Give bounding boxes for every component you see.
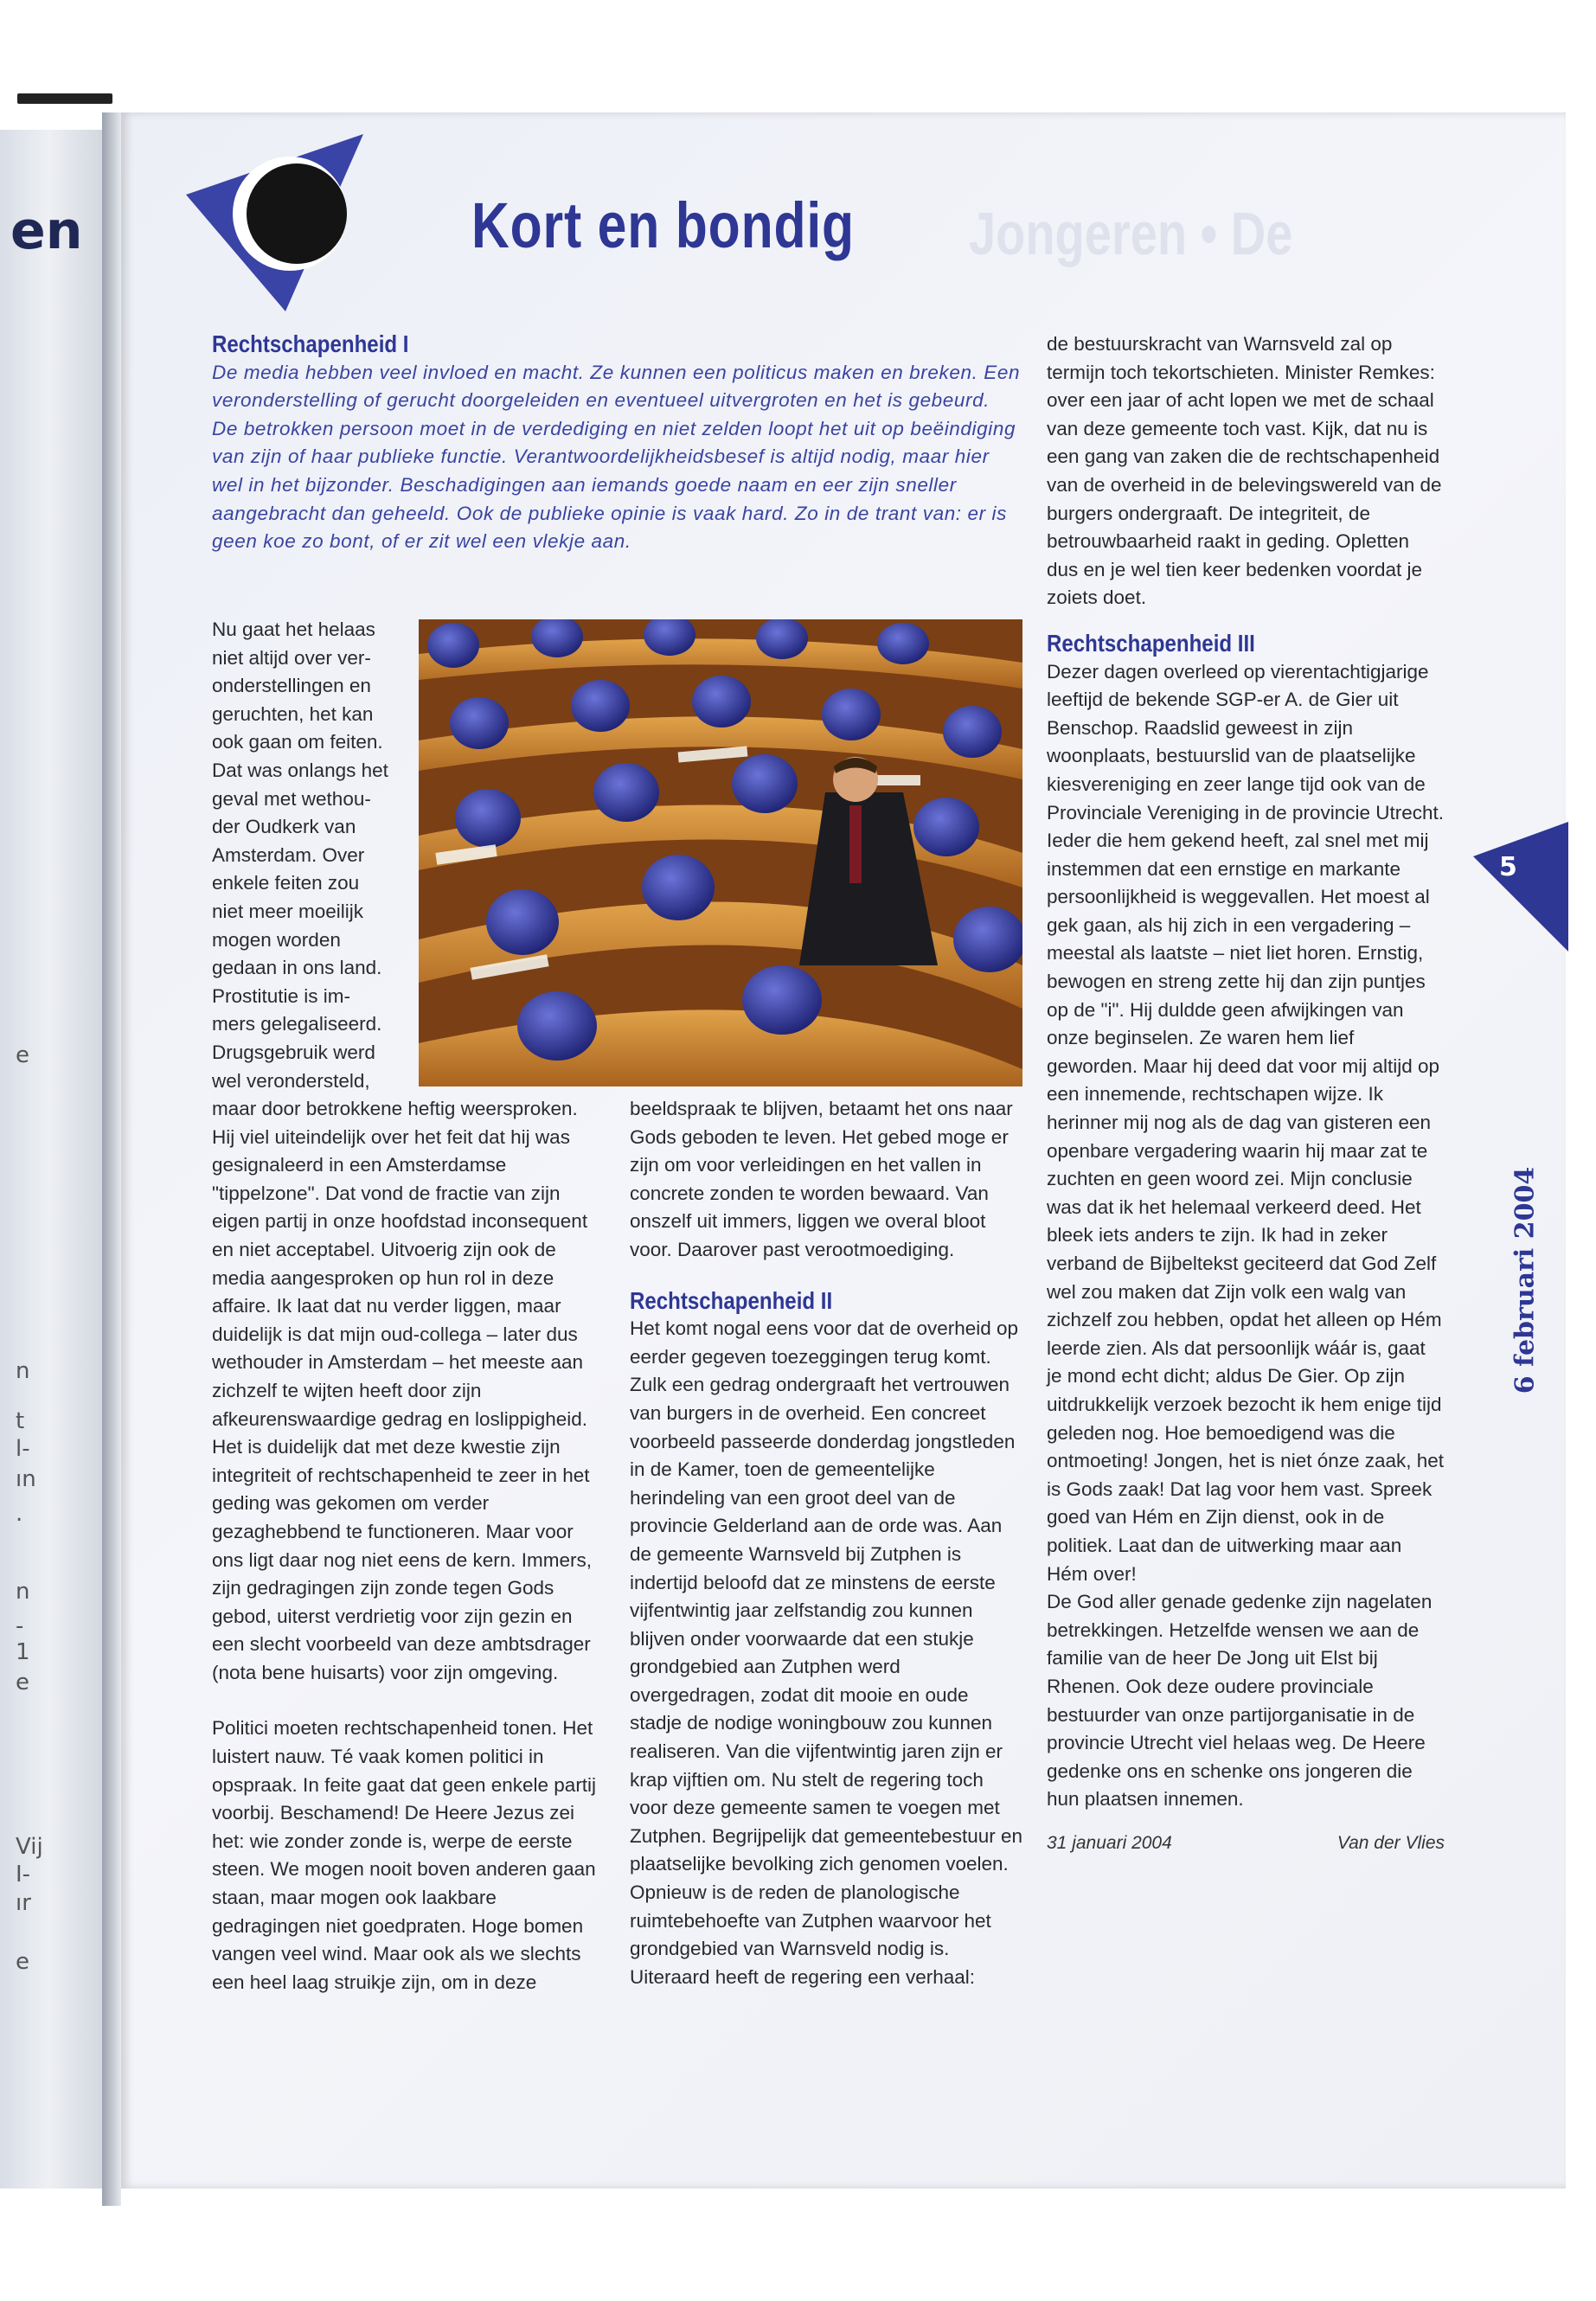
section-heading-3: Rechtschapenheid III xyxy=(1047,629,1255,657)
text-line: wel verondersteld, xyxy=(212,1069,370,1092)
page-title: Kort en bondig xyxy=(471,189,855,261)
article-column-1-top xyxy=(212,616,411,1095)
spine-fragment: n xyxy=(16,1358,30,1384)
paragraph: de bestuurskracht van Warnsveld zal op termijn toch tekortschieten. Minister Remkes: over een jaar of acht lopen we met de schaal van deze gemeente toch vast. Kijk, dat nu is een gang van zaken die de rechtschapenheid van de overheid in de belevingswereld van de burgers ondergraaft. De integriteit, de betrouwbaarheid raakt in geding. Opletten dus en je wel tien keer bedenken voordat je zoiets doet. xyxy=(1047,333,1442,609)
spine-fragment: 1 xyxy=(16,1639,30,1665)
issue-date-text: 6 februari 2004 xyxy=(1509,1166,1541,1394)
text-line: niet meer moeilijk xyxy=(212,900,364,922)
text-line: mers gelegaliseerd. xyxy=(212,1013,382,1035)
text-line: Nu gaat het helaas xyxy=(212,619,375,640)
text-line: Prostitutie is im- xyxy=(212,984,351,1007)
signature-date: 31 januari 2004 xyxy=(1047,1832,1172,1853)
text-line: mogen worden xyxy=(212,928,341,951)
parliament-photo xyxy=(419,619,1022,1086)
text-line: Drugsgebruik werd xyxy=(212,1041,375,1063)
spine-fragment: I- xyxy=(16,1862,31,1888)
paragraph: De God aller genade gedenke zijn nagelaten betrekkingen. Hetzelfde wensen we aan de familie van de heer De Jong uit Elst bij Rhenen. Ook deze oudere provinciale bestuurder van onze partijorganisatie in de provincie Utrecht viel helaas weg. De Heere gedenke ons en schenke ons jongeren die hun plaatsen innemen. xyxy=(1047,1591,1433,1811)
triangle-logo-icon xyxy=(186,134,376,316)
text-line: geval met wethou- xyxy=(212,787,371,810)
intro-text: De media hebben veel invloed en macht. Ze kunnen een politicus maken en breken. Een veronderstelling of gerucht doorgeleiden en eventueel uitvergroten en het is gebeurd. De betrokken persoon moet in de verdediging en niet zelden loopt het uit op beëindiging van zijn of haar publieke functie. Verantwoordelijkheidsbesef is altijd nodig, maar hier wel in het bijzonder. Beschadigingen aan iemands goede naam en eer zijn sneller aangebracht dan geheeld. Ook de publieke opinie is vaak hard. Zo in de trant van: er is geen koe zo bont, of er zit wel een vlekje aan. xyxy=(212,361,1021,553)
spine-fragment: ır xyxy=(16,1890,31,1916)
signature-line xyxy=(1047,1830,1445,1858)
paragraph: maar door betrokkene heftig weersproken. Hij viel uiteindelijk over het feit dat hij was gesignaleerd in een Amsterdamse "tippelzone". Dat vond de fractie van zijn eigen partij in onze hoofdstad inconsequent en niet acceptabel. Uitvoerig zijn ook de media aangesproken op hun rol in deze affaire. Ik laat dat nu verder liggen, maar duidelijk is dat mijn oud-collega – later dus wethouder in Amsterdam – het meeste aan zichzelf te wijten heeft door zijn afkeurenswaardige gedrag en loslippigheid. Het is duidelijk dat met deze kwestie zijn integriteit of rechtschapenheid te zeer in het geding was gekomen om verder gezaghebbend te functioneren. Maar voor ons ligt daar nog niet eens de kern. Immers, zijn gedragingen zijn zonde tegen Gods gebod, uiterst verdrietig voor zijn gezin en een slecht voorbeeld van deze ambtsdrager (nota bene huisarts) voor zijn omgeving. xyxy=(212,1098,592,1683)
spine-fragment: e xyxy=(16,1670,29,1695)
paragraph: Politici moeten rechtschapenheid tonen. Het luistert nauw. Té vaak komen politici in opspraak. In feite gaat dat geen enkele partij voorbij. Beschamend! De Heere Jezus zei het: wie zonder zonde is, werpe de eerste steen. We mogen nooit boven anderen gaan staan, maar mogen ook laakbare gedragingen niet goedpraten. Hoge bomen vangen veel wind. Maar ook als we slechts een heel laag struikje zijn, om in deze xyxy=(212,1717,597,1993)
spine-fragment: Vij xyxy=(16,1834,43,1860)
spine-fragment: en xyxy=(10,201,83,261)
ghost-title-bleed: Jongeren • De xyxy=(969,200,1293,267)
text-line: enkele feiten zou xyxy=(212,872,360,894)
text-line: Dat was onlangs het xyxy=(212,759,388,781)
paragraph: Het komt nogal eens voor dat de overheid op eerder gegeven toezeggingen terug komt. Zulk een gedrag ondergraaft het vertrouwen van burgers in de overheid. Een concreet voorbeeld passeerde donderdag jongstleden in de Kamer, toen de gemeentelijke herindeling van een groot deel van de provincie Gelderland aan de orde was. Aan de gemeente Warnsveld bij Zutphen is indertijd beloofd dat ze minstens de eerste vijfentwintig jaar zelfstandig zou kunnen blijven onder voorwaarde dat een stukje grondgebied aan Zutphen werd overgedragen, zodat dit mooie en oude stadje de nodige woningbouw zou kunnen realiseren. Van die vijfentwintig jaren zijn er krap vijftien om. Nu stelt de regering toch voor deze gemeente samen te voegen met Zutphen. Begrijpelijk dat gemeentebestuur en plaatselijke bevolking zich genomen voelen. Opnieuw is de reden de planologische ruimtebehoefte van Zutphen waarvoor het grondgebied van Warnsveld nodig is. Uiteraard heeft de regering een verhaal: xyxy=(630,1317,1023,1988)
intro-section xyxy=(212,330,1021,556)
article-column-2 xyxy=(630,1095,1023,1991)
text-line: Amsterdam. Over xyxy=(212,843,365,866)
spine-fragment: l- xyxy=(16,1436,30,1462)
issue-date xyxy=(1499,1150,1551,1410)
spine-fragment: e xyxy=(16,1949,29,1975)
text-line: onderstellingen en xyxy=(212,675,371,697)
signature-author: Van der Vlies xyxy=(1336,1832,1445,1853)
section-heading-2: Rechtschapenheid II xyxy=(630,1286,833,1314)
spine-fragment: . xyxy=(16,1501,23,1527)
page-number: 5 xyxy=(1499,852,1517,882)
spine-binding xyxy=(17,93,112,104)
text-line: geruchten, het kan xyxy=(212,702,374,725)
spine-fragment: ın xyxy=(16,1466,36,1492)
text-line: der Oudkerk van xyxy=(212,816,356,838)
section-heading-1: Rechtschapenheid I xyxy=(212,330,409,357)
article-column-3 xyxy=(1047,330,1445,1857)
paragraph: Dezer dagen overleed op vierentachtigjarige leeftijd de bekende SGP-er A. de Gier uit Benschop. Raadslid geweest in zijn woonplaats, bestuurslid van de plaatselijke kiesvereniging en zeer lange tijd ook van de Provinciale Vereniging in de provincie Utrecht. Ieder die hem gekend heeft, zal snel met mij instemmen dat een ernstige en markante persoonlijkheid is weggevallen. Het moest al gek gaan, als hij zich in een vergadering – meestal als laatste – niet liet horen. Ernstig, bewogen en streng zette hij dan zijn puntjes op de "i". Hij duldde geen afwijkingen van onze beginselen. Ze waren hem lief geworden. Maar hij deed dat voor mij altijd op een innemende, rechtschapen wijze. Ik herinner mij nog als de dag van gisteren een openbare vergadering waarin hij maar zat te zuchten en geen woord zei. Mijn conclusie was dat ik het helemaal verkeerd deed. Het bleek iets anders te zijn. Ik had in zeker verband de Bijbeltekst geciteerd dat God Zelf wel zou maken dat Zijn volk een walg van zichzelf zou hebben, opdat het alleen op Hém leerde zien. Als dat persoonlijk wáár is, gaat je mond echt dicht; aldus De Gier. Op zijn uitdrukkelijk verzoek bezocht ik hem enige tijd geleden nog. Hoe bemoedigend was die ontmoeting! Jongen, het is niet ónze zaak, het is Gods zaak! Dat lag voor hem vast. Spreek goed van Hém en Zijn dienst, ook in de politiek. Laat dan de uitwerking maar aan Hém over! xyxy=(1047,660,1445,1585)
spine-fragment: e xyxy=(16,1042,29,1068)
article-column-1 xyxy=(212,1095,601,1997)
text-line: niet altijd over ver- xyxy=(212,646,371,669)
text-line: gedaan in ons land. xyxy=(212,957,382,979)
paragraph: beeldspraak te blijven, betaamt het ons naar Gods geboden te leven. Het gebed moge er zijn om voor verleidingen en het vallen in concrete zonden te worden bewaard. Van onszelf uit immers, liggen we overal bloot voor. Daarover past verootmoediging. xyxy=(630,1098,1013,1260)
text-line: ook gaan om feiten. xyxy=(212,731,383,753)
page-number-tab xyxy=(1473,822,1568,952)
spine-fragment: t xyxy=(16,1408,25,1434)
spine-fragment: - xyxy=(16,1613,24,1639)
page-gutter xyxy=(102,112,121,2206)
spine-fragment: n xyxy=(16,1579,30,1605)
